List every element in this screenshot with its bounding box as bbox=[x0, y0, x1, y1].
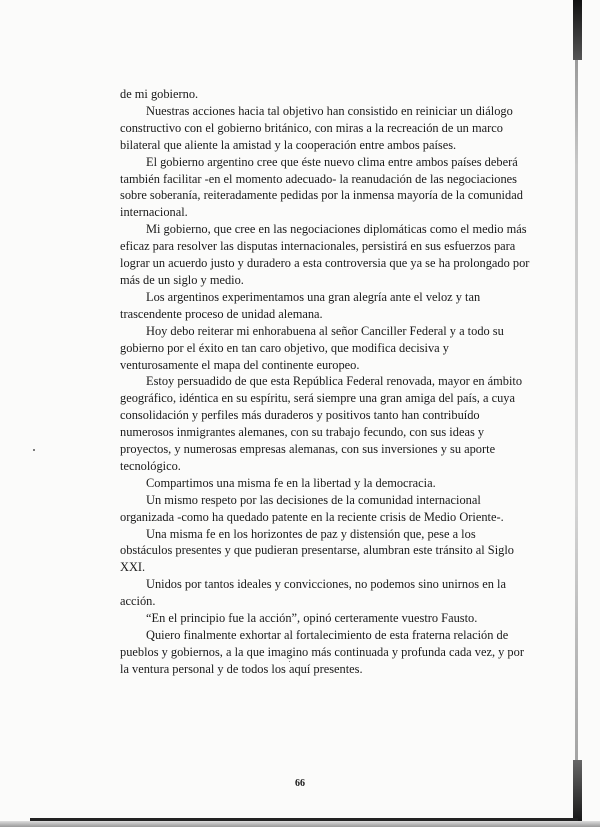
paragraph: Los argentinos experimentamos una gran alegría ante el veloz y tan trascendente proceso de unidad alemana. bbox=[120, 289, 481, 321]
scan-edge-right-top bbox=[573, 0, 582, 60]
scan-edge-bottom-shadow bbox=[0, 821, 600, 827]
paragraph: “En el principio fue la acción”, opinó certeramente vuestro Fausto. bbox=[146, 611, 478, 626]
document-body bbox=[120, 86, 530, 678]
paragraph: Nuestras acciones hacia tal objetivo han consistido en reiniciar un diálogo constructivo con el gobierno británico, con miras a la recreación de un marco bilateral que aliente la amistad y la cooperación entre ambos países. bbox=[120, 103, 513, 152]
paragraph: Un mismo respeto por las decisiones de la comunidad internacional organizada -como ha quedado patente en la reciente crisis de Medio Oriente-. bbox=[120, 492, 504, 524]
paragraph: Quiero finalmente exhortar al fortalecimiento de esta fraterna relación de pueblos y gobiernos, a la que imagino más continuada y profunda cada vez, y por la ventura personal y de todos los aquí presentes. bbox=[120, 628, 524, 676]
scan-edge-right bbox=[575, 0, 578, 827]
paragraph: Hoy debo reiterar mi enhorabuena al señor Canciller Federal y a todo su gobierno por el éxito en tan caro objetivo, que modifica decisiva y venturosamente el mapa del continente europeo. bbox=[120, 323, 504, 372]
page-number: 66 bbox=[295, 778, 305, 789]
paragraph: Unidos por tantos ideales y convicciones, no podemos sino unirnos en la acción. bbox=[120, 577, 506, 609]
paragraph: Estoy persuadido de que esta República Federal renovada, mayor en ámbito geográfico, idéntica en su espíritu, será siempre una gran amiga del país, a cuya consolidación y perfiles más duraderos y positivos tanto han contribuído numerosos inmigrantes alemanes, con su trabajo fecundo, con sus ideas y proyectos, y numerosas empresas alemanas, con sus inversiones y su aporte tecnológico. bbox=[120, 374, 523, 473]
paragraph: Una misma fe en los horizontes de paz y distensión que, pese a los obstáculos presentes y que pudieran presentarse, alumbran este tránsito al Siglo XXI. bbox=[120, 526, 514, 575]
paragraph: Mi gobierno, que cree en las negociaciones diplomáticas como el medio más eficaz para resolver las disputas internacionales, persistirá en sus esfuerzos para lograr un acuerdo justo y duradero a esta controversia que ya se ha prolongado por más de un siglo y medio. bbox=[120, 222, 530, 287]
paragraph: El gobierno argentino cree que éste nuevo clima entre ambos países deberá también facilitar -en el momento adecuado- la reanudación de las negociaciones sobre soberanía, reiteradamente pedidas por la inmensa mayoría de la comunidad internacional. bbox=[120, 154, 523, 220]
scan-edge-bottom bbox=[30, 818, 578, 821]
paragraph: Compartimos una misma fe en la libertad y la democracia. bbox=[146, 475, 436, 490]
scan-edge-right-bottom bbox=[573, 760, 582, 827]
paragraph: de mi gobierno. bbox=[120, 87, 199, 101]
scan-speck bbox=[33, 449, 35, 451]
